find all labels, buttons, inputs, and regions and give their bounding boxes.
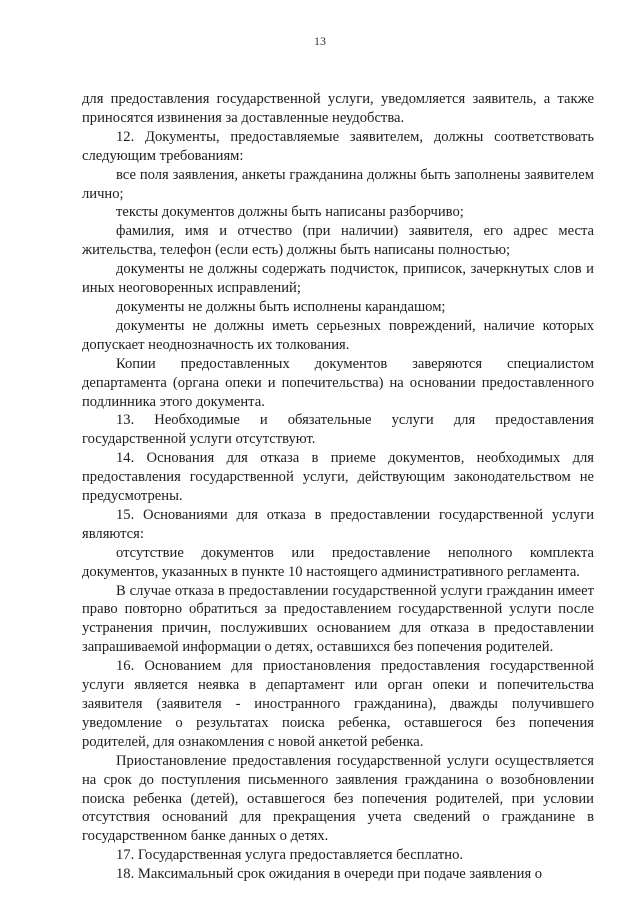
- paragraph: 14. Основания для отказа в приеме документов, необходимых для предоставления государственной услуги, действующим законодательством не предусмотрены.: [82, 450, 594, 505]
- paragraph: отсутствие документов или предоставление неполного комплекта документов, указанных в пункте 10 настоящего административного регламента.: [82, 544, 594, 580]
- page-number: 13: [314, 34, 326, 48]
- paragraph: для предоставления государственной услуги, уведомляется заявитель, а также приносятся извинения за доставленные неудобства.: [82, 91, 594, 126]
- document-body: [82, 90, 594, 884]
- paragraph: 12. Документы, предоставляемые заявителем, должны соответствовать следующим требованиям:: [82, 128, 594, 164]
- paragraph: 18. Максимальный срок ожидания в очереди при подаче заявления о: [116, 866, 543, 883]
- paragraph: фамилия, имя и отчество (при наличии) заявителя, его адрес места жительства, телефон (если есть) должны быть написаны полностью;: [82, 223, 594, 259]
- paragraph: 13. Необходимые и обязательные услуги для предоставления государственной услуги отсутствуют.: [82, 412, 594, 448]
- paragraph: В случае отказа в предоставлении государственной услуги гражданин имеет право повторно обратиться за предоставлением государственной услуги после устранения причин, послуживших основанием для отказа в предоставлении запрашиваемой информации о детях, оставшихся без попечения родителей.: [82, 582, 594, 656]
- paragraph: Приостановление предоставления государственной услуги осуществляется на срок до поступления письменного заявления гражданина о возобновлении поиска ребенка (детей), оставшегося без попечения родителей, при условии отсутствия оснований для прекращения учета сведений о гражданине в государственном банке данных о детях.: [82, 752, 594, 845]
- paragraph: тексты документов должны быть написаны разборчиво;: [116, 204, 464, 221]
- paragraph: все поля заявления, анкеты гражданина должны быть заполнены заявителем лично;: [82, 166, 594, 202]
- paragraph: 16. Основанием для приостановления предоставления государственной услуги является неявка в департамент или орган опеки и попечительства заявителя (заявителя - иностранного гражданина), дважды получившего уведомление о результатах поиска ребенка, оставшегося без попечения родителей, для ознакомления с новой анкетой ребенка.: [82, 658, 594, 750]
- paragraph: Копии предоставленных документов заверяются специалистом департамента (органа опеки и попечительства) на основании предоставленного подлинника этого документа.: [82, 355, 594, 410]
- paragraph: документы не должны иметь серьезных повреждений, наличие которых допускает неоднозначность их толкования.: [82, 317, 594, 353]
- paragraph: документы не должны быть исполнены карандашом;: [116, 298, 446, 315]
- paragraph: 17. Государственная услуга предоставляется бесплатно.: [116, 847, 464, 864]
- paragraph: 15. Основаниями для отказа в предоставлении государственной услуги являются:: [82, 506, 594, 542]
- paragraph: документы не должны содержать подчисток, приписок, зачеркнутых слов и иных неоговоренных исправлений;: [82, 261, 594, 297]
